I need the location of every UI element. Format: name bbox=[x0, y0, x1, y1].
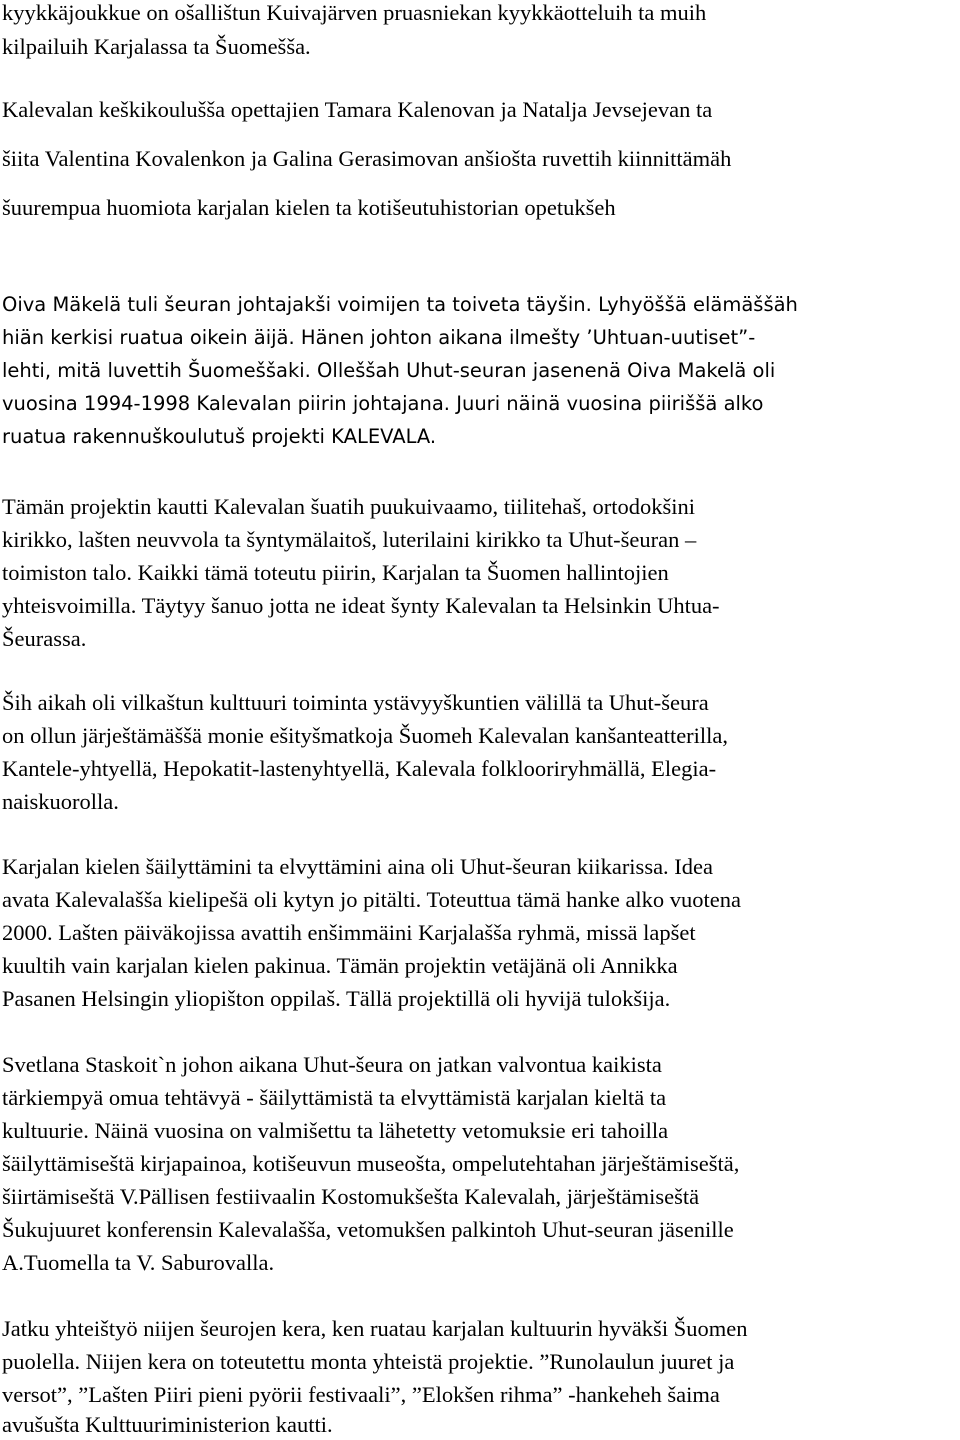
text-line: vuosina 1994-1998 Kalevalan piirin johtajana. Juuri näinä vuosina piiriššä alko bbox=[2, 392, 764, 415]
text-line: kirikko, lašten neuvvola ta šyntymälaitoš, luterilaini kirikko ta Uhut-šeuran – bbox=[2, 527, 697, 552]
text-line: on ollun järještämäššä monie ešityšmatkoja Šuomeh Kalevalan kanšanteatterilla, bbox=[2, 723, 729, 748]
text-line: šäilyttämiseštä kirjapainoa, kotišeuvun museošta, ompelutehtahan järještämiseštä, bbox=[2, 1151, 740, 1176]
text-line: Karjalan kielen šäilyttämini ta elvyttämini aina oli Uhut-šeuran kiikarissa. Idea bbox=[2, 854, 714, 879]
text-line: šiirtämiseštä V.Pällisen festiivaalin Kostomukšešta Kalevalah, järještämiseštä bbox=[2, 1184, 700, 1209]
text-line: Jatku yhteištyö niijen šeurojen kera, ken ruatau karjalan kultuurin hyväkši Šuomen bbox=[2, 1316, 748, 1341]
text-line: A.Tuomella ta V. Saburovalla. bbox=[2, 1250, 275, 1275]
text-line: toimiston talo. Kaikki tämä toteutu piirin, Karjalan ta Šuomen hallintojien bbox=[2, 560, 669, 585]
text-line: Ših aikah oli vilkaštun kulttuuri toiminta ystävyyškuntien välillä ta Uhut-šeura bbox=[2, 690, 709, 715]
text-line: tärkiempyä omua tehtävyä - šäilyttämistä ta elvyttämistä karjalan kieltä ta bbox=[2, 1085, 667, 1110]
text-line: naiskuorolla. bbox=[2, 789, 119, 814]
text-line: ruatua rakennuškoulutuš projekti KALEVALA. bbox=[2, 425, 437, 448]
text-line: Oiva Mäkelä tuli šeuran johtajakši voimijen ta toiveta täyšin. Lyhyöššä elämäššäh bbox=[2, 293, 798, 316]
text-line: Kantele-yhtyellä, Hepokatit-lastenyhtyellä, Kalevala folklooriryhmällä, Elegia- bbox=[2, 756, 717, 781]
text-line: Pasanen Helsingin yliopišton oppilaš. Tällä projektillä oli hyvijä tulokšija. bbox=[2, 986, 671, 1011]
text-line: hiän kerkisi ruatua oikein äijä. Hänen johton aikana ilmešty ’Uhtuan-uutiset”- bbox=[2, 326, 756, 349]
text-line: 2000. Lašten päiväkojissa avattih enšimmäini Karjalašša ryhmä, missä lapšet bbox=[2, 920, 696, 945]
text-line: avata Kalevalašša kielipešä oli kytyn jo pitälti. Toteuttua tämä hanke alko vuotena bbox=[2, 887, 742, 912]
text-line: Tämän projektin kautti Kalevalan šuatih puukuivaamo, tiilitehaš, ortodokšini bbox=[2, 494, 695, 519]
text-line: lehti, mitä luvettih Šuomeššaki. Olleššah Uhut-seuran jasenenä Oiva Makelä oli bbox=[2, 359, 776, 382]
text-line: versot”, ”Lašten Piiri pieni pyörii festivaali”, ”Elokšen rihma” -hankeheh šaima bbox=[2, 1382, 720, 1407]
text-line: kyykkäjoukkue on ošallištun Kuivajärven pruasniekan kyykkäotteluih ta muih bbox=[2, 0, 707, 25]
text-line: šiita Valentina Kovalenkon ja Galina Gerasimovan anšiošta ruvettih kiinnittämäh bbox=[2, 146, 732, 171]
text-line: Šeurassa. bbox=[2, 626, 87, 651]
text-line: kuultih vain karjalan kielen pakinua. Tämän projektin vetäjänä oli Annikka bbox=[2, 953, 678, 978]
text-line: puolella. Niijen kera on toteutettu monta yhteistä projektie. ”Runolaulun juuret ja bbox=[2, 1349, 735, 1374]
text-line: Šukujuuret konferensin Kalevalašša, vetomukšen palkintoh Uhut-seuran jäsenille bbox=[2, 1217, 734, 1242]
text-line: šuurempua huomiota karjalan kielen ta kotišeutuhistorian opetukšeh bbox=[2, 195, 616, 220]
text-line: Svetlana Staskoit`n johon aikana Uhut-šeura on jatkan valvontua kaikista bbox=[2, 1052, 662, 1077]
text-line: Kalevalan keškikoulušša opettajien Tamara Kalenovan ja Natalja Jevsejevan ta bbox=[2, 97, 713, 122]
text-line: avušušta Kulttuuriministerion kautti. bbox=[2, 1412, 333, 1437]
text-line: kilpailuih Karjalassa ta Šuomešša. bbox=[2, 34, 311, 59]
text-line: kultuurie. Näinä vuosina on valmišettu ta lähetetty vetomuksie eri tahoilla bbox=[2, 1118, 669, 1143]
text-line: yhteisvoimilla. Täytyy šanuo jotta ne ideat šynty Kalevalan ta Helsinkin Uhtua- bbox=[2, 593, 720, 618]
